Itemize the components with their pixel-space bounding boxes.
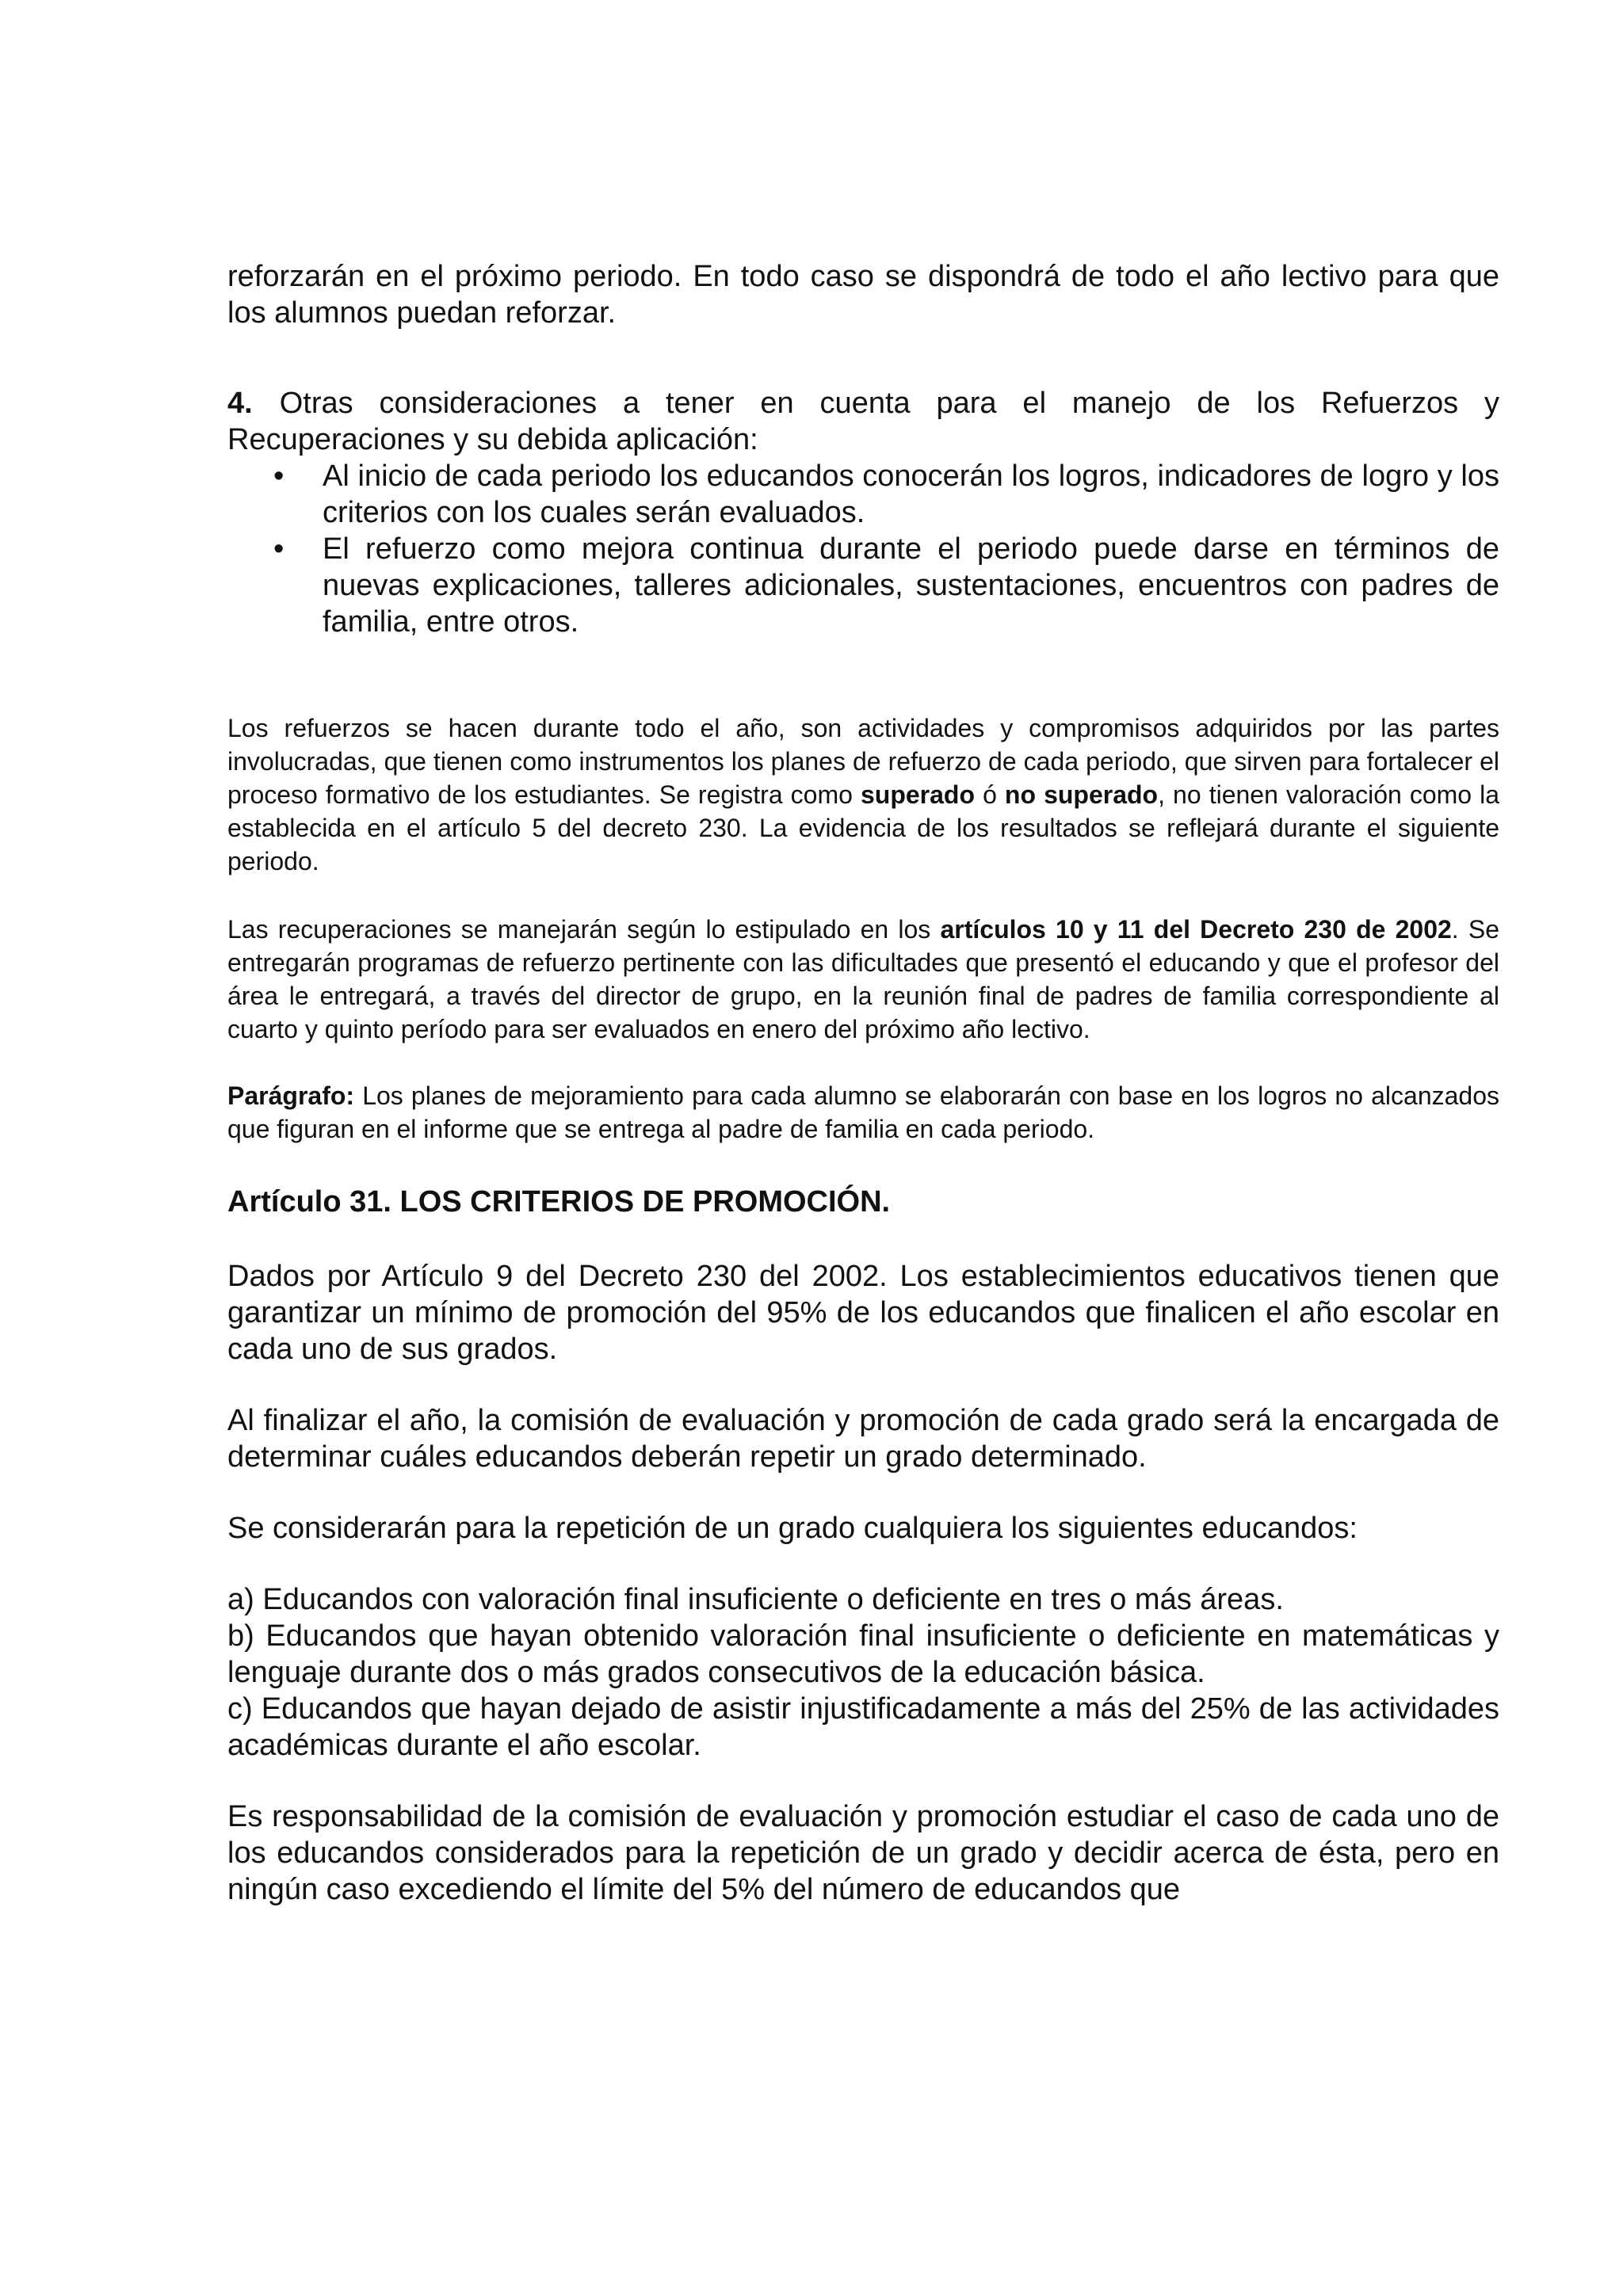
section-4-intro	[227, 385, 1499, 458]
criteria-item: a) Educandos con valoración final insuficiente o deficiente en tres o más áreas.	[227, 1583, 1284, 1616]
recuperaciones-paragraph	[227, 913, 1499, 1046]
article-31-paragraph-1: Dados por Artículo 9 del Decreto 230 del 2002. Los establecimientos educativos tienen que garantizar un mínimo de promoción del 95% de los educandos que finalicen el año escolar en cada uno de sus grados.	[227, 1260, 1499, 1366]
bullet-icon: •	[273, 460, 285, 493]
paragrafo-paragraph	[227, 1079, 1499, 1146]
criteria-item: b) Educandos que hayan obtenido valoración final insuficiente o deficiente en matemáticas y lenguaje durante dos o más grados consecutivos de la educación básica.	[227, 1619, 1499, 1689]
list-item-text: El refuerzo como mejora continua durante el periodo puede darse en términos de nuevas explicaciones, talleres adicionales, sustentaciones, encuentros con padres de familia, entre otros.	[323, 532, 1499, 639]
refuerzos-paragraph	[227, 711, 1499, 878]
article-31-paragraph-3: Se considerarán para la repetición de un grado cualquiera los siguientes educandos:	[227, 1512, 1358, 1545]
list-item	[273, 531, 1499, 640]
refuerzos-text-a: Los refuerzos se hacen durante todo el año, son actividades y compromisos adquiridos por las partes involucradas, que tienen como instrumentos los planes de refuerzo de cada periodo, que sirven para fortalecer el proceso formativo de los estudiantes. Se registra como	[227, 714, 1499, 809]
list-item-text: Al inicio de cada periodo los educandos conocerán los logros, indicadores de logro y los criterios con los cuales serán evaluados.	[323, 460, 1499, 529]
recuperaciones-bold-decree: artículos 10 y 11 del Decreto 230 de 2002	[940, 915, 1452, 944]
repetition-criteria-list	[227, 1581, 1499, 1764]
article-31-title: Artículo 31. LOS CRITERIOS DE PROMOCIÓN.	[227, 1185, 891, 1219]
paragraph-continuation: reforzarán en el próximo periodo. En todo caso se dispondrá de todo el año lectivo para que los alumnos puedan reforzar.	[227, 260, 1499, 330]
paragrafo-label: Parágrafo:	[227, 1081, 355, 1110]
article-31-paragraph-2: Al finalizar el año, la comisión de evaluación y promoción de cada grado será la encargada de determinar cuáles educandos deberán repetir un grado determinado.	[227, 1404, 1499, 1474]
article-31-paragraph-4: Es responsabilidad de la comisión de evaluación y promoción estudiar el caso de cada uno de los educandos considerados para la repetición de un grado y decidir acerca de ésta, pero en ningún caso excediendo el límite del 5% del número de educandos que	[227, 1800, 1499, 1906]
criteria-item: c) Educandos que hayan dejado de asistir injustificadamente a más del 25% de las actividades académicas durante el año escolar.	[227, 1692, 1499, 1762]
section-number: 4.	[227, 387, 253, 420]
refuerzos-text-d: , no tienen valoración como la establecida en el artículo 5 del decreto 230. La evidencia de los resultados se reflejará durante el siguiente periodo.	[227, 780, 1500, 875]
refuerzos-bold-superado: superado	[860, 780, 976, 809]
considerations-list	[227, 458, 1499, 640]
document-page	[227, 258, 1499, 1908]
section-4-text: Otras consideraciones a tener en cuenta para el manejo de los Refuerzos y Recuperaciones y su debida aplicación:	[227, 387, 1499, 456]
recuperaciones-text-a: Las recuperaciones se manejarán según lo estipulado en los	[227, 915, 941, 944]
bullet-icon: •	[273, 532, 285, 566]
refuerzos-bold-no-superado: no superado	[1004, 780, 1159, 809]
recuperaciones-text-c: . Se entregarán programas de refuerzo pertinente con las dificultades que presentó el educando y que el profesor del área le entregará, a través del director de grupo, en la reunión final de padres de familia correspondiente al cuarto y quinto período para ser evaluados en enero del próximo año lectivo.	[227, 915, 1500, 1043]
refuerzos-text-c: ó	[975, 780, 1005, 809]
list-item	[273, 458, 1499, 531]
paragrafo-text: Los planes de mejoramiento para cada alumno se elaborarán con base en los logros no alcanzados que figuran en el informe que se entrega al padre de familia en cada periodo.	[227, 1081, 1499, 1143]
